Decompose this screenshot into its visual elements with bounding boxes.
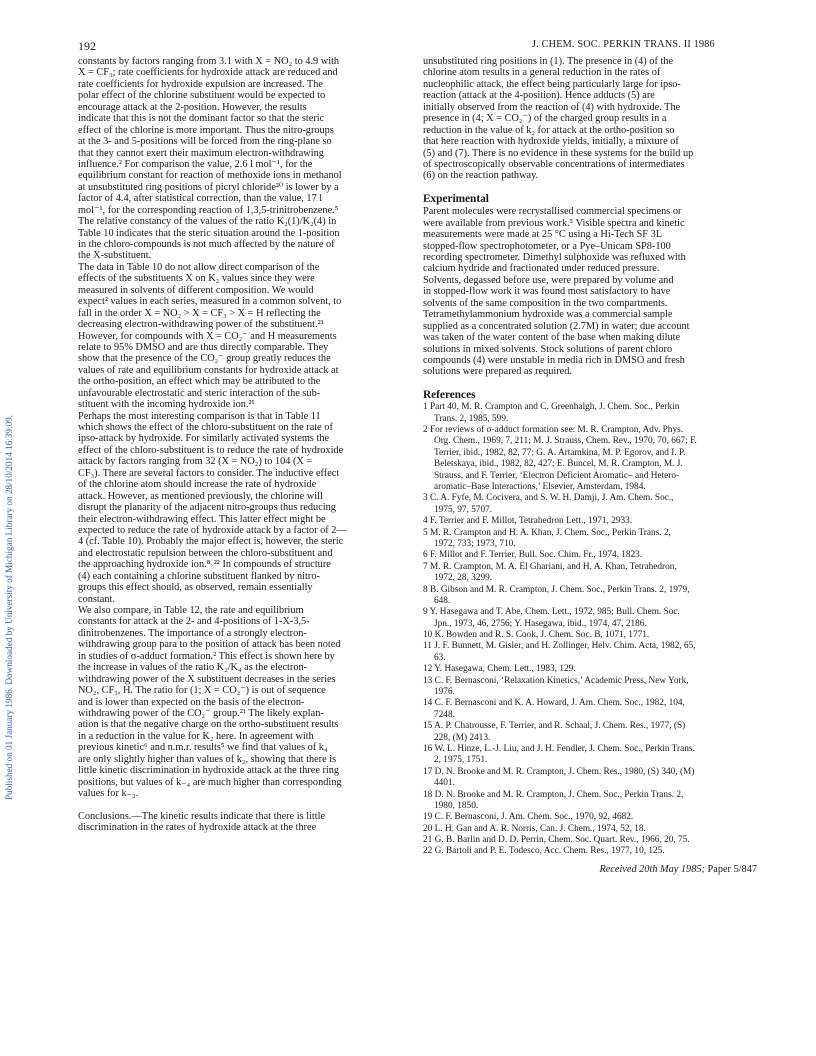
reference-item	[423, 846, 757, 857]
text-line: withdrawing group para to the position of attack has been noted	[78, 639, 341, 651]
reference-item	[423, 641, 757, 664]
text-line: the ortho-position, an effect which may be attributed to the	[78, 376, 321, 388]
reference-line: 20 L. H. Gan and A. R. Norris, Can. J. Chem., 1974, 52, 18.	[423, 823, 646, 834]
text-line: that they cannot exert their maximum electron-withdrawing	[78, 147, 324, 159]
reference-line: 1975, 97, 5707.	[434, 504, 493, 515]
text-line: constant.	[78, 593, 115, 605]
reference-line: 6 F. Millot and F. Terrier, Bull. Soc. Chim. Fr., 1974, 1823.	[423, 550, 643, 561]
reference-line: Trans. 2, 1985, 599.	[434, 413, 509, 424]
text-line: However, for compounds with X = CO₂⁻ and H measurements	[78, 330, 337, 342]
download-watermark-text: Published on 01 January 1986. Downloaded by University of Michigan Library on 28/10/2014 16:39:09.	[4, 414, 14, 800]
reference-line: 3 C. A. Fyfe, M. Cocivera, and S. W. H. Damji, J. Am. Chem. Soc.,	[423, 493, 674, 504]
text-line: expect² values in each series, measured in a common solvent, to	[78, 296, 342, 308]
text-line: influence.² For comparison the value, 2.6 l mol⁻¹, for the	[78, 158, 313, 170]
text-line: constants by factors ranging from 3.1 with X = NO₂ to 4.9 with	[78, 56, 340, 67]
experimental-heading: Experimental	[423, 193, 489, 206]
text-line: Tetramethylammonium hydroxide was a commercial sample	[423, 309, 673, 321]
reference-line: Org. Chem., 1969, 7, 211; M. J. Strauss, Chem. Rev., 1970, 70, 667; F.	[434, 436, 697, 447]
text-line: values of rate and equilibrium constants for hydroxide attack at	[78, 364, 339, 376]
text-line: in the chloro-compounds is not much affected by the nature of	[78, 239, 335, 250]
text-line: nucleophilic attack, the effect being particularly large for ipso-	[423, 78, 681, 90]
reference-item	[423, 744, 757, 767]
text-line: in a reduction in the value for K₂ here. In agreement with	[78, 730, 314, 742]
reference-line: 14 C. F. Bernasconi and K. A. Howard, J. Am. Chem. Soc., 1982, 104,	[423, 698, 685, 709]
text-line: stituent with the incoming hydroxide ion.²¹	[78, 399, 255, 411]
reference-line: 9 Y. Hasegawa and T. Abe, Chem. Lett., 1972, 985; Bull. Chem. Soc.	[423, 607, 680, 618]
text-line: positions, but values of k₋₄ are much higher than corresponding	[78, 776, 342, 788]
text-line: factor of 4.4, after statistical correction, than the value, 17 l	[78, 193, 323, 205]
reference-item	[423, 562, 757, 585]
reference-line: 21 G. B. Barlin and D. D. Perrin, Chem. Soc. Quart. Rev., 1966, 20, 75.	[423, 835, 690, 846]
reference-line: 648.	[434, 595, 451, 606]
reference-item	[423, 528, 757, 551]
download-watermark	[4, 150, 16, 800]
text-line: NO₂, CF₃, H. The ratio for (1; X = CO₂⁻) is out of sequence	[78, 685, 326, 697]
text-line: solvents of the same composition in the two compartments.	[423, 297, 668, 309]
text-line: their electron-withdrawing effect. This latter effect might be	[78, 513, 326, 525]
reference-line: 228, (M) 2413.	[434, 732, 491, 743]
text-line: effect of the chlorine is more important. Thus the nitro-groups	[78, 124, 334, 136]
text-line: of spectroscopically observable concentrations of intermediates	[423, 158, 685, 170]
text-line: encourage attack at the 2-position. However, the results	[78, 101, 307, 113]
text-line: X = CF₃; rate coefficients for hydroxide attack are reduced and	[78, 67, 338, 79]
text-line: constants for attack at the 2- and 4-positions of 1-X-3,5-	[78, 616, 310, 628]
text-line: discrimination in the rates of hydroxide attack at the three	[78, 822, 317, 834]
reference-line: Strauss, and F. Terrier, ‘Electron Deficient Aromatic– and Hetero-	[434, 470, 680, 481]
text-line: the increase in values of the ratio K₂/K₄ as the electron-	[78, 662, 308, 674]
reference-line: 1 Part 40, M. R. Crampton and C. Greenhalgh, J. Chem. Soc., Perkin	[423, 402, 680, 413]
text-line: unfavourable electrostatic and steric interaction of the sub-	[78, 387, 321, 399]
reference-item	[423, 721, 757, 744]
left-column	[78, 56, 410, 834]
text-line: (4) each containing a chlorine substituent flanked by nitro-	[78, 570, 320, 582]
text-line: were available from previous work.⁵ Visible spectra and kinetic	[423, 217, 685, 229]
reference-line: Terrier, ibid., 1982, 82, 77; G. A. Artamkina, M. P. Egorov, and I. P.	[434, 447, 686, 458]
text-line: disrupt the planarity of the adjacent nitro-groups thus reducing	[78, 502, 336, 514]
reference-item	[423, 824, 757, 835]
paper-id: Paper 5/847	[707, 863, 757, 875]
reference-item	[423, 425, 757, 493]
text-line: stopped-flow spectrophotometer, or a Pye–Unicam SP8-100	[423, 240, 671, 252]
text-line: ipso-attack by hydroxide. For similarly activated systems the	[78, 433, 330, 445]
reference-item	[423, 698, 757, 721]
received-line	[423, 864, 757, 875]
reference-line: Beletskaya, ibid., 1982, 82, 427; E. Buncel, M. R. Crampton, M. J.	[434, 459, 683, 470]
reference-line: 7248.	[434, 709, 455, 720]
text-line: CF₃). There are several factors to consider. The inductive effect	[78, 467, 340, 479]
text-line: Parent molecules were recrystallised commercial specimens or	[423, 206, 682, 218]
reference-item	[423, 585, 757, 608]
reference-line: 19 C. F. Bernasconi, J. Am. Chem. Soc., 1970, 92, 4682.	[423, 812, 634, 823]
reference-line: 2, 1975, 1751.	[434, 755, 488, 766]
reference-item	[423, 607, 757, 630]
text-line: initially observed from the reaction of (4) with hydroxide. The	[423, 101, 681, 113]
reference-item	[423, 790, 757, 813]
text-line: equilibrium constant for reaction of methoxide ions in methanol	[78, 170, 342, 182]
reference-line: 1976.	[434, 687, 455, 698]
text-line: attack by factors ranging from 32 (X = NO₂) to 104 (X =	[78, 456, 313, 468]
reference-line: 13 C. F. Bernasconi, ‘Relaxation Kinetics,’ Academic Press, New York,	[423, 675, 689, 686]
reference-line: 17 D. N. Brooke and M. R. Crampton, J. Chem. Res., 1980, (S) 340, (M)	[423, 766, 695, 777]
reference-line: 63.	[434, 652, 446, 663]
text-line: The relative constancy of the values of the ratio K₂(1)/K₂(4) in	[78, 216, 337, 228]
right-column-body	[423, 56, 757, 182]
text-line: and is lower than expected on the basis of the electron-	[78, 696, 305, 708]
text-line: groups this effect should, as observed, remain essentially	[78, 582, 313, 594]
text-line: relate to 95% DMSO and are thus directly comparable. They	[78, 341, 329, 353]
reference-item	[423, 664, 757, 675]
text-line	[78, 799, 410, 810]
text-line: reaction (attack at the 4-position). Hence adducts (5) are	[423, 90, 655, 102]
text-line: Table 10 indicates that the steric situation around the 1-position	[78, 227, 340, 239]
reference-line: 11 J. F. Bunnett, M. Gisler, and H. Zollinger, Helv. Chim. Acta, 1982, 65,	[423, 641, 696, 652]
text-line: measured in solvents of different composition. We would	[78, 284, 314, 296]
text-line: that here reaction with hydroxide yields, initially, a mixture of	[423, 136, 679, 148]
reference-line: 10 K. Bowden and R. S. Cook, J. Chem. Soc. B, 1071, 1771.	[423, 630, 650, 641]
reference-line: 2 For reviews of σ-adduct formation see: M. R. Crampton, Adv. Phys.	[423, 425, 684, 436]
text-line: solutions in mixed solvents. Stock solutions of parent chloro	[423, 343, 673, 355]
text-line: ation is that the negative charge on the ortho-substituent results	[78, 719, 339, 731]
reference-line: 8 B. Gibson and M. R. Crampton, J. Chem. Soc., Perkin Trans. 2, 1979,	[423, 584, 690, 595]
text-line: supplied as a concentrated solution (2.7M) in water; due account	[423, 320, 690, 332]
received-date: Received 20th May 1985;	[599, 863, 705, 875]
reference-item	[423, 630, 757, 641]
reference-line: aromatic–Base Interactions,’ Elsevier, Amsterdam, 1984.	[434, 481, 646, 492]
text-line: solutions were prepared as required.	[423, 366, 572, 378]
reference-item	[423, 516, 757, 527]
reference-item	[423, 835, 757, 846]
text-line: (5) and (7). There is no evidence in these systems for the build up	[423, 147, 694, 159]
reference-line: 5 M. R. Crampton and H. A. Khan, J. Chem. Soc., Perkin Trans. 2,	[423, 527, 671, 538]
reference-line: 15 A. P. Chatrousse, F. Terrier, and R. Schaal, J. Chem. Res., 1977, (S)	[423, 721, 686, 732]
text-line: calcium hydride and fractionated under reduced pressure.	[423, 263, 660, 275]
reference-item	[423, 493, 757, 516]
reference-line: 18 D. N. Brooke and M. R. Crampton, J. Chem. Soc., Perkin Trans. 2,	[423, 789, 684, 800]
text-line: show that the presence of the CO₂⁻ group greatly reduces the	[78, 353, 331, 365]
text-line: withdrawing power of the X substituent decreases in the series	[78, 673, 336, 685]
text-line: previous kinetic⁶ and n.m.r. results⁵ we find that values of k₄	[78, 742, 328, 754]
section-gap	[423, 378, 757, 389]
text-line: values for k₋₂.	[78, 788, 139, 799]
text-line: in studies of σ-adduct formation.² This effect is shown here by	[78, 650, 335, 662]
text-line: (6) on the reaction pathway.	[423, 170, 539, 182]
text-line: at the 3- and 5-positions will be forced from the ring-plane so	[78, 136, 332, 148]
text-line: and electrostatic repulsion between the chloro-substituent and	[78, 547, 333, 559]
text-line: withdrawing power of the CO₂⁻ group.²¹ The likely explan-	[78, 707, 324, 719]
reference-line: 16 W. L. Hinze, L.-J. Liu, and J. H. Fendler, J. Chem. Soc., Perkin Trans.	[423, 743, 695, 754]
reference-line: Jpn., 1973, 46, 2756; Y. Hasegawa, ibid., 1974, 47, 2186.	[434, 618, 647, 629]
text-line: unsubstituted ring positions in (1). The presence in (4) of the	[423, 56, 674, 67]
text-line: was taken of the water content of the base when making dilute	[423, 332, 681, 344]
text-line: at unsubstituted ring positions of picryl chloride²⁰ is lower by a	[78, 181, 339, 193]
reference-item	[423, 767, 757, 790]
reference-line: 1980, 1850.	[434, 800, 479, 811]
reference-item	[423, 550, 757, 561]
text-line: expected to reduce the rate of hydroxide attack by a factor of 2—	[78, 524, 347, 536]
text-line: which shows the effect of the chloro-substituent on the rate of	[78, 422, 333, 433]
text-line: attack. However, as mentioned previously, the chlorine will	[78, 490, 323, 502]
text-line: effect of the chloro-substituent is to reduce the rate of hydroxide	[78, 444, 344, 456]
right-column	[423, 56, 757, 875]
reference-item	[423, 676, 757, 699]
text-line: polar effect of the chlorine substituent would be expected to	[78, 90, 326, 102]
text-line: are only slightly higher than values of k₂, showing that there is	[78, 753, 337, 765]
text-line: indicate that this is not the dominant factor so that the steric	[78, 113, 325, 125]
text-line: in stopped-flow work it was found most satisfactory to have	[423, 286, 671, 298]
text-line: reduction in the value of k₂ for attack at the ortho-position so	[423, 124, 675, 136]
text-line: 4 (cf. Table 10). Probably the major effect is, however, the steric	[78, 536, 344, 548]
text-line: Perhaps the most interesting comparison is that in Table 11	[78, 410, 321, 422]
section-gap	[423, 182, 757, 193]
reference-line: 1972, 733; 1973, 710.	[434, 538, 516, 549]
text-line: Solvents, degassed before use, were prepared by volume and	[423, 274, 674, 286]
reference-item	[423, 812, 757, 823]
text-line: the approaching hydroxide ion.⁸˒²² In compounds of structure	[78, 559, 331, 571]
text-line: compounds (4) were unstable in media rich in DMSO and fresh	[423, 354, 685, 366]
reference-line: 12 Y. Hasegawa, Chem. Lett., 1983, 129.	[423, 664, 576, 675]
reference-line: 7 M. R. Crampton, M. A. El Ghariani, and H. A. Khan, Tetrahedron,	[423, 561, 677, 572]
text-line: The data in Table 10 do not allow direct comparison of the	[78, 261, 320, 273]
text-line: decreasing electron-withdrawing power of the substituent.²¹	[78, 319, 324, 331]
text-line: rate coefficients for hydroxide expulsion are increased. The	[78, 78, 323, 90]
page-number: 192	[78, 39, 96, 53]
text-line: We also compare, in Table 12, the rate and equilibrium	[78, 605, 304, 616]
running-head: J. CHEM. SOC. PERKIN TRANS. II 1986	[532, 39, 715, 50]
text-line: chlorine atom results in a general reduction in the rates of	[423, 67, 661, 79]
text-line: Conclusions.—The kinetic results indicate that there is little	[78, 810, 326, 822]
text-line: of the chlorine atom should increase the rate of hydroxide	[78, 479, 317, 491]
text-line: mol⁻¹, for the corresponding reaction of 1,3,5-trinitrobenzene.⁵	[78, 204, 339, 216]
reference-line: 22 G. Bartoli and P. E. Todesco, Acc. Chem. Res., 1977, 10, 125.	[423, 846, 665, 857]
text-line: effects of the substituents X on K₂ values since they were	[78, 273, 315, 285]
text-line: measurements were made at 25 °C using a Hi-Tech SF 3L	[423, 229, 663, 241]
text-line: the X-substituent.	[78, 250, 152, 262]
reference-line: 4401.	[434, 778, 455, 789]
reference-line: 1972, 28, 3299.	[434, 573, 493, 584]
text-line: recording spectrometer. Dimethyl sulphoxide was refluxed with	[423, 252, 686, 263]
experimental-body	[423, 206, 757, 378]
references-list	[423, 402, 757, 858]
reference-item	[423, 402, 757, 425]
text-line: fall in the order X = NO₂ > X = CF₃ > X = H reflecting the	[78, 307, 321, 319]
references-heading: References	[423, 389, 476, 402]
text-line: presence in (4; X = CO₂⁻) of the charged group results in a	[423, 113, 667, 125]
text-line: little kinetic discrimination in hydroxide attack at the three ring	[78, 765, 340, 777]
reference-line: 4 F. Terrier and F. Millot, Tetrahedron Lett., 1971, 2933.	[423, 516, 633, 527]
text-line: dinitrobenzenes. The importance of a strongly electron-	[78, 627, 307, 639]
